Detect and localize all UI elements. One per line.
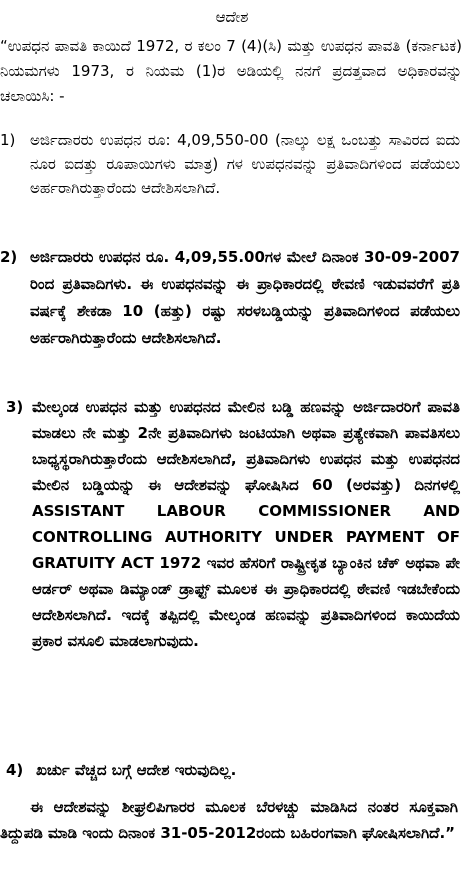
item-number: 1) — [0, 131, 16, 149]
item-number: 3) — [6, 398, 24, 416]
order-item-3 — [0, 394, 460, 654]
order-item-4 — [0, 758, 460, 782]
item-number: 2) — [0, 248, 18, 266]
order-item-1 — [0, 128, 460, 200]
document-heading: ಆದೇಶ — [215, 8, 249, 26]
item-text: ಅರ್ಜಿದಾರರು ಉಪಧನ ರೂ. 4,09,55.00ಗಳ ಮೇಲೆ ದಿನಾಂಕ 30-09-2007 ರಿಂದ ಪ್ರತಿವಾದಿಗಳು. ಈ ಉಪಧನವನ್ನು ಈ ಪ್ರಾಧಿಕಾರದಲ್ಲಿ ಠೇವಣಿ ಇಡುವವರೆಗೆ ಪ್ರತಿ ವರ್ಷಕ್ಕೆ ಶೇಕಡಾ 10 (ಹತ್ತು) ರಷ್ಟು ಸರಳಬಡ್ಡಿಯನ್ನು ಪ್ರತಿವಾದಿಗಳಿಂದ ಪಡೆಯಲು ಅರ್ಹರಾಗಿರುತ್ತಾರೆಂದು ಆದೇಶಿಸಲಾಗಿದೆ. — [30, 248, 460, 347]
item-number: 4) — [6, 761, 24, 779]
order-item-2 — [0, 244, 460, 352]
item-text: ಖರ್ಚು ವೆಚ್ಚದ ಬಗ್ಗೆ ಆದೇಶ ಇರುವುದಿಲ್ಲ. — [36, 761, 237, 779]
intro-paragraph: “ಉಪಧನ ಪಾವತಿ ಕಾಯಿದೆ 1972, ರ ಕಲಂ 7 (4)(ಸಿ) ಮತ್ತು ಉಪಧನ ಪಾವತಿ (ಕರ್ನಾಟಕ) ನಿಯಮಗಳು 1973, ರ ನಿಯಮ (1)ರ ಅಡಿಯಲ್ಲಿ ನನಗೆ ಪ್ರದತ್ತವಾದ ಅಧಿಕಾರವನ್ನು ಚಲಾಯಿಸಿ: - — [0, 37, 462, 105]
closing-paragraph: ಈ ಆದೇಶವನ್ನು ಶೀಘ್ರಲಿಪಿಗಾರರ ಮೂಲಕ ಬೆರಳಚ್ಚು ಮಾಡಿಸಿದ ನಂತರ ಸೂಕ್ತವಾಗಿ ತಿದ್ದುಪಡಿ ಮಾಡಿ ಇಂದು ದಿನಾಂಕ 31-05-2012ರಂದು ಬಹಿರಂಗವಾಗಿ ಘೋಷಿಸಲಾಗಿದೆ.” — [0, 798, 458, 842]
item-text: ಅರ್ಜಿದಾರರು ಉಪಧನ ರೂ: 4,09,550-00 (ನಾಲ್ಕು ಲಕ್ಷ ಒಂಬತ್ತು ಸಾವಿರದ ಐದು ನೂರ ಐದತ್ತು ರೂಪಾಯಿಗಳು ಮಾತ್ರ) ಗಳ ಉಪಧನವನ್ನು ಪ್ರತಿವಾದಿಗಳಿಂದ ಪಡೆಯಲು ಅರ್ಹರಾಗಿರುತ್ತಾರೆಂದು ಆದೇಶಿಸಲಾಗಿದೆ. — [30, 131, 460, 197]
item-text: ಮೇಲ್ಕಂಡ ಉಪಧನ ಮತ್ತು ಉಪಧನದ ಮೇಲಿನ ಬಡ್ಡಿ ಹಣವನ್ನು ಅರ್ಜಿದಾರರಿಗೆ ಪಾವತಿ ಮಾಡಲು ನೇ ಮತ್ತು 2ನೇ ಪ್ರತಿವಾದಿಗಳು ಜಂಟಿಯಾಗಿ ಅಥವಾ ಪ್ರತ್ಯೇಕವಾಗಿ ಪಾವತಿಸಲು ಬಾಧ್ಯಸ್ಥರಾಗಿರುತ್ತಾರೆಂದು ಆದೇಶಿಸಲಾಗಿದೆ, ಪ್ರತಿವಾದಿಗಳು ಉಪಧನ ಮತ್ತು ಉಪಧನದ ಮೇಲಿನ ಬಡ್ಡಿಯನ್ನು ಈ ಆದೇಶವನ್ನು ಘೋಷಿಸಿದ 60 (ಅರವತ್ತು) ದಿನಗಳಲ್ಲಿ ASSISTANT LABOUR COMMISSIONER AND CONTROLLING AUTHORITY UNDER PAYMENT OF GRATUITY ACT 1972 ಇವರ ಹೆಸರಿಗೆ ರಾಷ್ಟ್ರೀಕೃತ ಬ್ಯಾಂಕಿನ ಚೆಕ್ ಅಥವಾ ಪೇ ಆರ್ಡರ್ ಅಥವಾ ಡಿಮ್ಯಾಂಡ್ ಡ್ರಾಫ್ಟ್ ಮೂಲಕ ಈ ಪ್ರಾಧಿಕಾರದಲ್ಲಿ ಠೇವಣಿ ಇಡಬೇಕೆಂದು ಆದೇಶಿಸಲಾಗಿದೆ. ಇದಕ್ಕೆ ತಪ್ಪಿದಲ್ಲಿ ಮೇಲ್ಕಂಡ ಹಣವನ್ನು ಪ್ರತಿವಾದಿಗಳಿಂದ ಕಾಯಿದೆಯ ಪ್ರಕಾರ ವಸೂಲಿ ಮಾಡಲಾಗುವುದು. — [32, 398, 460, 650]
